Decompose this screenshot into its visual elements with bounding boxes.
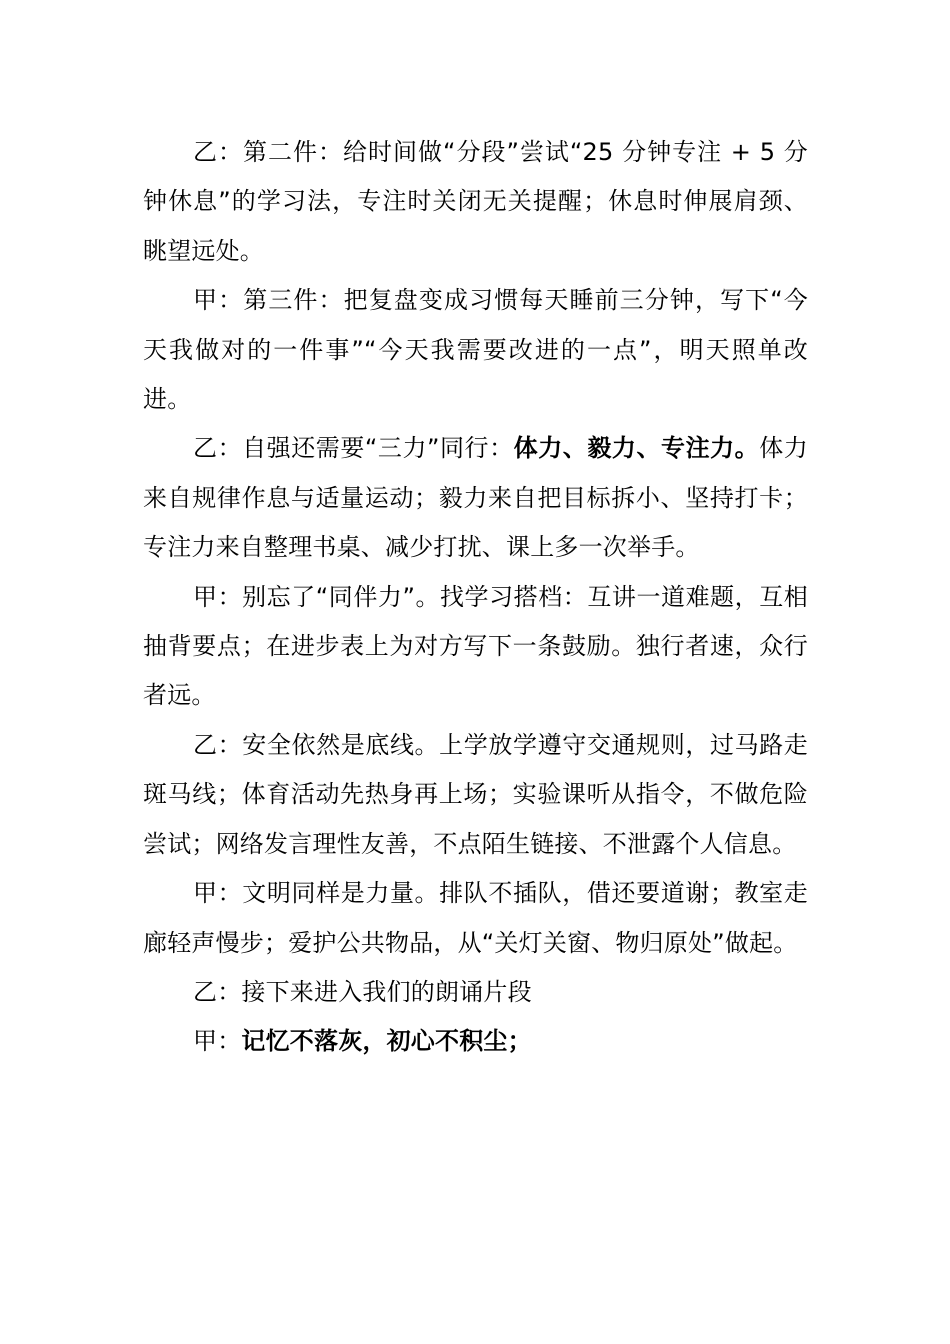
line-text: 别忘了“同伴力”。找学习搭档：互讲一道难题，互相抽背要点；在进步表上为对方写下一条鼓励。独行者速，众行者远。 xyxy=(143,582,808,710)
dialogue-line xyxy=(143,1017,808,1066)
line-text: 第二件：给时间做“分段”尝试“25 分钟专注 + 5 分钟休息”的学习法，专注时关闭无关提醒；休息时伸展肩颈、眺望远处。 xyxy=(143,138,809,265)
line-bold-text: 记忆不落灰，初心不积尘； xyxy=(241,1027,532,1056)
line-text: 安全依然是底线。上学放学遵守交通规则，过马路走斑马线；体育活动先热身再上场；实验课听从指令，不做危险尝试；网络发言理性友善，不点陌生链接、不泄露个人信息。 xyxy=(143,730,809,858)
speaker-separator: ： xyxy=(218,286,244,315)
speaker-label: 甲 xyxy=(193,1027,218,1056)
dialogue-line xyxy=(143,424,808,572)
dialogue-line xyxy=(143,573,808,721)
speaker-separator: ： xyxy=(217,879,243,908)
speaker-separator: ： xyxy=(217,977,242,1006)
speaker-label: 乙 xyxy=(193,977,218,1006)
line-text: 第三件：把复盘变成习惯每天睡前三分钟，写下“今天我做对的一件事”“今天我需要改进的一点”，明天照单改进。 xyxy=(143,286,809,414)
dialogue-line xyxy=(143,721,808,869)
dialogue-line xyxy=(143,869,808,968)
speaker-label: 甲 xyxy=(193,879,218,908)
speaker-separator: ： xyxy=(217,730,243,759)
dialogue-line xyxy=(143,968,808,1017)
line-text: 自强还需要“三力”同行： xyxy=(242,434,514,463)
script-body xyxy=(143,128,808,1067)
speaker-separator: ： xyxy=(217,582,243,611)
speaker-separator: ： xyxy=(217,434,243,463)
dialogue-line xyxy=(143,276,808,424)
speaker-label: 乙 xyxy=(193,138,219,166)
speaker-label: 甲 xyxy=(193,582,218,611)
line-bold-text: 体力、毅力、专注力。 xyxy=(513,434,760,463)
line-text: 接下来进入我们的朗诵片段 xyxy=(241,977,532,1006)
speaker-separator: ： xyxy=(217,1027,242,1056)
line-text-continued: 体力来自规律作息与适量运动；毅力来自把目标拆小、坚持打卡；专注力来自整理书桌、减少打扰、课上多一次举手。 xyxy=(143,434,808,562)
line-text: 文明同样是力量。排队不插队，借还要道谢；教室走廊轻声慢步；爱护公共物品，从“关灯关窗、物归原处”做起。 xyxy=(143,879,809,957)
speaker-separator: ： xyxy=(218,138,244,166)
speaker-label: 乙 xyxy=(193,434,218,463)
speaker-label: 甲 xyxy=(193,286,219,315)
speaker-label: 乙 xyxy=(193,730,218,759)
dialogue-line xyxy=(143,128,808,276)
